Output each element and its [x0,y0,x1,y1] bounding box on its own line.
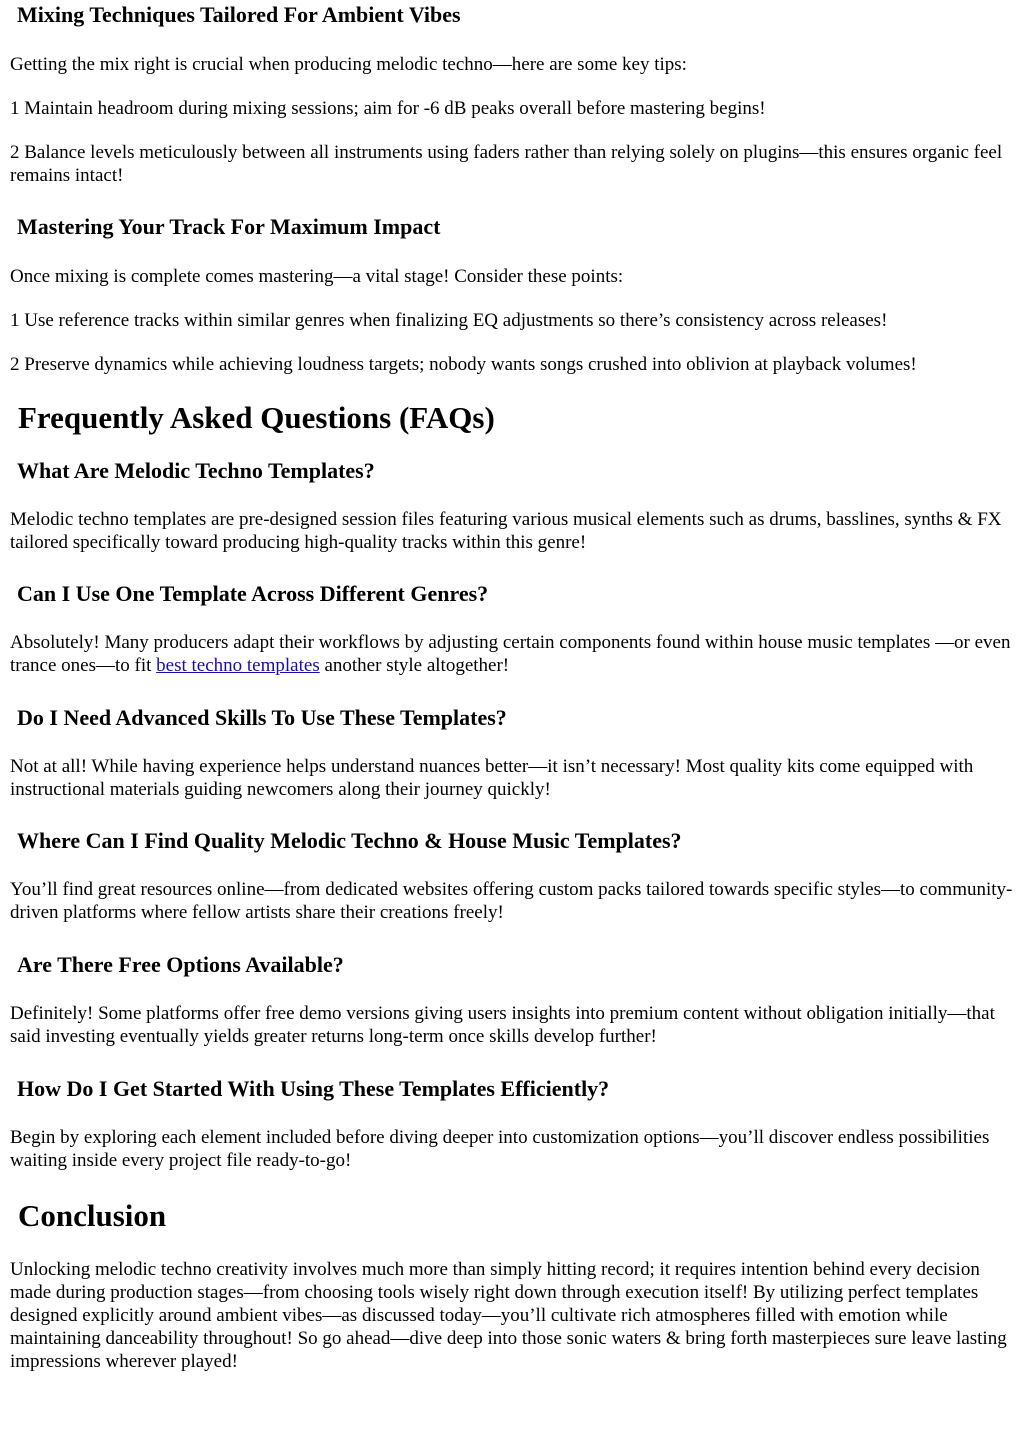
faq-answer-2-text-after: another style altogether! [319,655,510,676]
faq-answer-1: Melodic techno templates are pre-designed session files featuring various musical elements such as drums, basslines, synths & FX tailored specifically toward producing high-quality tracks within this genre! [10,509,1002,553]
conclusion-body: Unlocking melodic techno creativity involves much more than simply hitting record; it requires intention behind every decision made during production stages—from choosing tools wisely right down through execution itself! By utilizing perfect templates designed explicitly around ambient vibes—as discussed today—you’ll cultivate rich atmospheres filled with emotion while maintaining danceability throughout! So go ahead—dive deep into those sonic waters & bring forth masterpieces sure leave lasting impressions wherever played! [10,1259,1007,1372]
faq-answer-6: Begin by exploring each element included before diving deeper into customization options—you’ll discover endless possibilities waiting inside every project file ready-to-go! [10,1127,990,1171]
mixing-heading: Mixing Techniques Tailored For Ambient Vibes [17,2,461,27]
mastering-heading: Mastering Your Track For Maximum Impact [17,214,441,239]
faq-question-3: Do I Need Advanced Skills To Use These Templates? [17,705,507,730]
faq-question-4: Where Can I Find Quality Melodic Techno & House Music Templates? [17,828,682,853]
faq-question-1: What Are Melodic Techno Templates? [17,458,375,483]
faq-answer-3: Not at all! While having experience helps understand nuances better—it isn’t necessary! Most quality kits come equipped with instructional materials guiding newcomers along their journey quickly! [10,756,974,800]
mastering-intro: Once mixing is complete comes mastering—a vital stage! Consider these points: [10,266,624,287]
best-techno-templates-link[interactable]: best techno templates [156,655,320,676]
conclusion-heading: Conclusion [18,1198,167,1233]
mixing-tip-1: 1 Maintain headroom during mixing sessions; aim for -6 dB peaks overall before mastering begins! [10,98,766,119]
faq-answer-5: Definitely! Some platforms offer free demo versions giving users insights into premium content without obligation initially—that said investing eventually yields greater returns long-term once skills develop further! [10,1003,995,1047]
faq-question-6: How Do I Get Started With Using These Templates Efficiently? [17,1076,610,1101]
mastering-tip-1: 1 Use reference tracks within similar genres when finalizing EQ adjustments so there’s consistency across releases! [10,310,888,331]
faq-heading: Frequently Asked Questions (FAQs) [18,400,495,435]
article [0,2,1024,1373]
faq-question-5: Are There Free Options Available? [17,952,344,977]
mastering-tip-2: 2 Preserve dynamics while achieving loudness targets; nobody wants songs crushed into oblivion at playback volumes! [10,354,917,375]
faq-answer-2 [10,631,1014,677]
mixing-intro: Getting the mix right is crucial when producing melodic techno—here are some key tips: [10,54,687,75]
faq-question-2: Can I Use One Template Across Different Genres? [17,581,489,606]
mixing-tip-2: 2 Balance levels meticulously between all instruments using faders rather than relying solely on plugins—this ensures organic feel remains intact! [10,142,1003,186]
faq-answer-2-text-before: Absolutely! Many producers adapt their workflows by adjusting certain components found within house music templates —or even trance ones—to fit [10,632,1011,676]
faq-answer-4: You’ll find great resources online—from dedicated websites offering custom packs tailored towards specific styles—to community-driven platforms where fellow artists share their creations freely! [10,879,1013,923]
